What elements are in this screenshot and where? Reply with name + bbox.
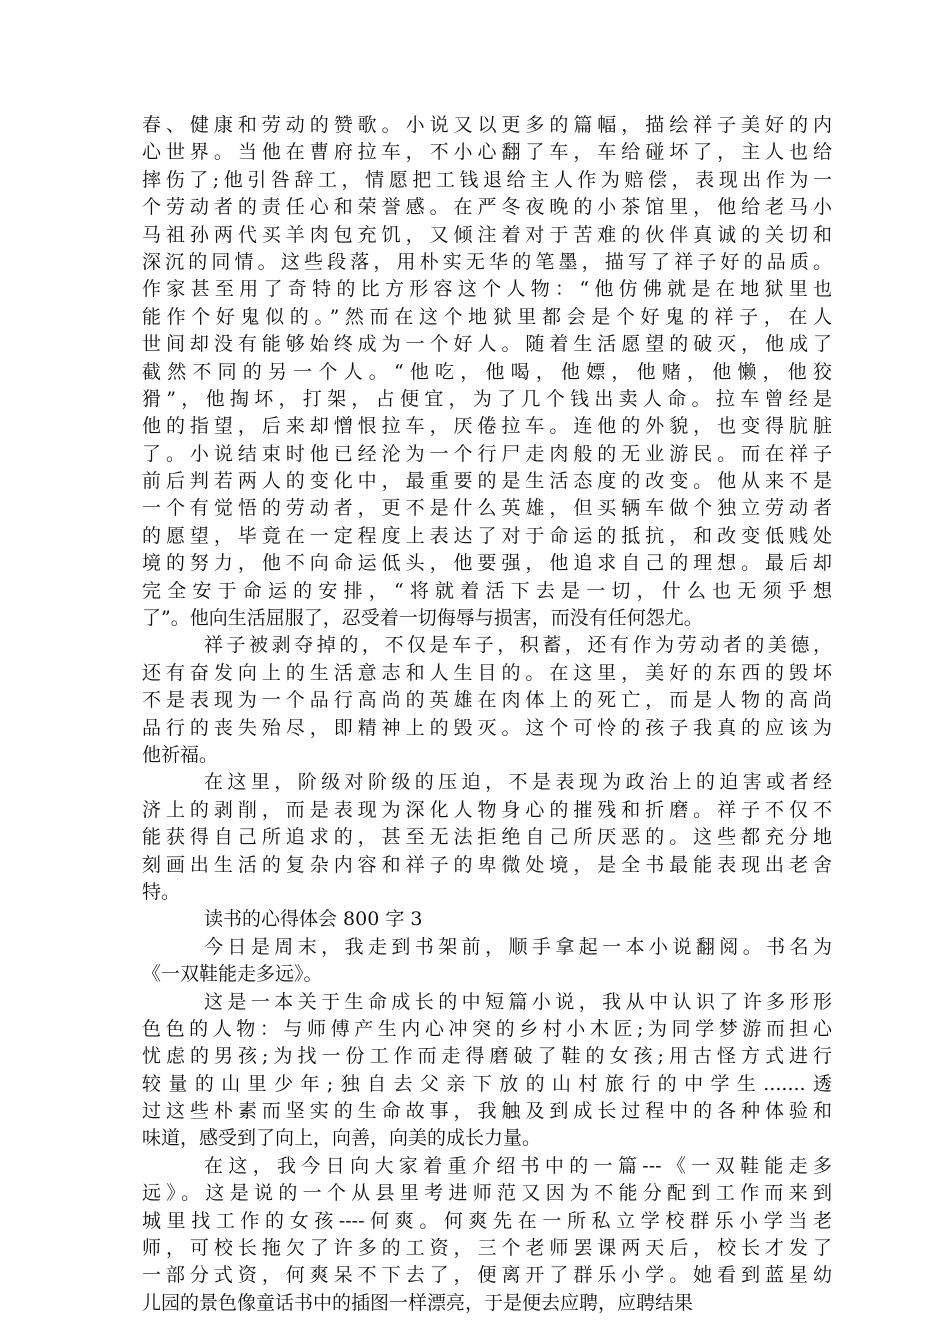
text-line: 作家甚至用了奇特的比方形容这个人物：“他仿佛就是在地狱里也 xyxy=(142,278,832,301)
text-line: 特。 xyxy=(142,880,181,903)
text-line: 远》。这是说的一个从县里考进师范又因为不能分配到工作而来到 xyxy=(142,1182,832,1205)
text-line: 城里找工作的女孩----何爽。何爽先在一所私立学校群乐小学当老 xyxy=(142,1209,832,1232)
text-line: 他祈福。 xyxy=(142,743,219,766)
text-line: 济上的剥削，而是表现为深化人物身心的摧残和折磨。祥子不仅不 xyxy=(142,798,832,821)
heading-text: 读书的心得体会 800 字 3 xyxy=(204,908,423,931)
text-line: 忧虑的男孩;为找一份工作而走得磨破了鞋的女孩;用古怪方式进行 xyxy=(142,1045,832,1068)
text-line: 他的指望，后来却憎恨拉车，厌倦拉车。连他的外貌，也变得肮脏 xyxy=(142,415,832,438)
text-line: 了。小说结束时他已经沦为一个行尸走肉般的无业游民。而在祥子 xyxy=(142,442,832,465)
text-line: 今日是周末，我走到书架前，顺手拿起一本小说翻阅。书名为 xyxy=(204,935,832,958)
text-line: 能获得自己所追求的，甚至无法拒绝自己所厌恶的。这些都充分地 xyxy=(142,826,832,849)
text-line: 这是一本关于生命成长的中短篇小说，我从中认识了许多形形 xyxy=(204,990,832,1013)
text-line: 境的努力，他不向命运低头，他要强，他追求自己的理想。最后却 xyxy=(142,552,832,575)
text-line: 前后判若两人的变化中，最重要的是生活态度的改变。他从来不是 xyxy=(142,470,832,493)
text-line: 还有奋发向上的生活意志和人生目的。在这里，美好的东西的毁坏 xyxy=(142,661,832,684)
text-line: 不是表现为一个品行高尚的英雄在肉体上的死亡，而是人物的高尚 xyxy=(142,689,832,712)
text-line: 过这些朴素而坚实的生命故事，我触及到成长过程中的各种体验和 xyxy=(142,1100,832,1123)
text-line: 一部分式资，何爽呆不下去了，便离开了群乐小学。她看到蓝星幼 xyxy=(142,1264,832,1287)
text-line: 在这，我今日向大家着重介绍书中的一篇---《一双鞋能走多 xyxy=(204,1154,832,1177)
paragraph xyxy=(142,1153,832,1317)
text-line: 个劳动者的责任心和荣誉感。在严冬夜晚的小茶馆里，他给老马小 xyxy=(142,196,832,219)
text-line: 儿园的景色像童话书中的插图一样漂亮，于是便去应聘，应聘结果 xyxy=(142,1291,694,1314)
text-line: 世间却没有能够始终成为一个好人。随着生活愿望的破灭，他成了 xyxy=(142,333,832,356)
text-line: 截然不同的另一个人。“他吃，他喝，他嫖，他赌，他懒，他狡 xyxy=(142,360,832,383)
text-line: 品行的丧失殆尽，即精神上的毁灭。这个可怜的孩子我真的应该为 xyxy=(142,716,832,739)
text-line: 师，可校长拖欠了许多的工资，三个老师罢课两天后，校长才发了 xyxy=(142,1237,832,1260)
paragraph xyxy=(142,989,832,1153)
text-line: 心世界。当他在曹府拉车，不小心翻了车，车给碰坏了，主人也给 xyxy=(142,141,832,164)
text-line: 马祖孙两代买羊肉包充饥，又倾注着对于苦难的伙伴真诚的关切和 xyxy=(142,223,832,246)
document-page xyxy=(142,112,832,1317)
text-line: 一个有觉悟的劳动者，更不是什么英雄，但买辆车做个独立劳动者 xyxy=(142,497,832,520)
paragraph xyxy=(142,112,832,632)
section-heading xyxy=(142,906,832,933)
text-line: 刻画出生活的复杂内容和祥子的卑微处境，是全书最能表现出老舍 xyxy=(142,853,832,876)
text-line: 春、健康和劳动的赞歌。小说又以更多的篇幅，描绘祥子美好的内 xyxy=(142,114,832,136)
paragraph xyxy=(142,934,832,989)
paragraph xyxy=(142,632,832,769)
text-line: 较量的山里少年;独自去父亲下放的山村旅行的中学生.......透 xyxy=(142,1072,832,1095)
text-line: 在这里，阶级对阶级的压迫，不是表现为政治上的迫害或者经 xyxy=(204,771,832,794)
text-line: 完全安于命运的安排，“将就着活下去是一切，什么也无须乎想 xyxy=(142,579,832,602)
paragraph xyxy=(142,769,832,906)
text-line: 祥子被剥夺掉的，不仅是车子，积蓄，还有作为劳动者的美德， xyxy=(204,634,832,657)
text-line: 能作个好鬼似的。”然而在这个地狱里都会是个好鬼的祥子，在人 xyxy=(142,305,832,328)
text-line: 色色的人物：与师傅产生内心冲突的乡村小木匠;为同学梦游而担心 xyxy=(142,1017,832,1040)
text-line: 《一双鞋能走多远》。 xyxy=(142,963,323,986)
text-line: 摔伤了;他引咎辞工，情愿把工钱退给主人作为赔偿，表现出作为一 xyxy=(142,168,832,191)
text-line: 了”。他向生活屈服了，忍受着一切侮辱与损害，而没有任何怨尤。 xyxy=(142,607,703,630)
text-line: 的愿望，毕竟在一定程度上表达了对于命运的抵抗，和改变低贱处 xyxy=(142,524,832,547)
text-line: 猾”，他掏坏，打架，占便宜，为了几个钱出卖人命。拉车曾经是 xyxy=(142,387,832,410)
text-line: 味道，感受到了向上，向善，向美的成长力量。 xyxy=(142,1127,542,1150)
text-line: 深沉的同情。这些段落，用朴实无华的笔墨，描写了祥子好的品质。 xyxy=(142,250,832,273)
